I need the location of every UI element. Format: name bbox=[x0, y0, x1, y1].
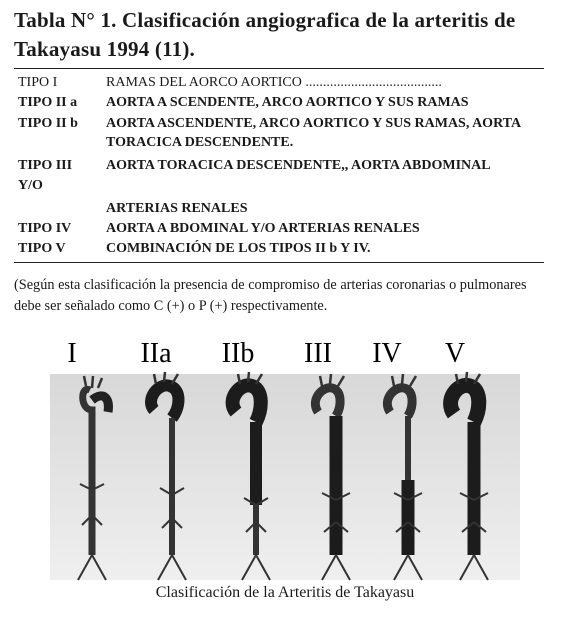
tipo-label: Y/O bbox=[18, 178, 43, 193]
tipo-description: RAMAS DEL AORCO AORTICO ....................................... bbox=[106, 75, 442, 90]
tipo-label: TIPO II b bbox=[18, 116, 78, 131]
tipo-label: TIPO IV bbox=[18, 221, 72, 236]
aorta-diagrams bbox=[50, 330, 520, 590]
table-top-rule bbox=[14, 68, 544, 69]
tipo-description: AORTA ASCENDENTE, ARCO AORTICO Y SUS RAMAS, AORTA TORACICA DESCENDENTE. bbox=[106, 116, 521, 150]
tipo-label: TIPO V bbox=[18, 241, 66, 256]
tipo-description: AORTA A BDOMINAL Y/O ARTERIAS RENALES bbox=[106, 221, 420, 236]
type-label-v: V bbox=[444, 338, 466, 369]
classification-note: (Según esta clasificación la presencia de compromiso de arterias coronarias o pulmonares debe ser señalado como C (+) o P (+) respectivamente. bbox=[14, 277, 527, 314]
table-title: Tabla N° 1. Clasificación angiografica de la arteritis de Takayasu 1994 (11). bbox=[14, 8, 516, 61]
type-label-iv: IV bbox=[372, 338, 402, 369]
tipo-label: TIPO I bbox=[18, 75, 58, 90]
type-label-iii: III bbox=[304, 338, 332, 369]
tipo-label: TIPO II a bbox=[18, 95, 78, 110]
tipo-label: TIPO III bbox=[18, 158, 73, 173]
tipo-description: ARTERIAS RENALES bbox=[106, 201, 248, 216]
type-label-iia: IIa bbox=[140, 338, 172, 369]
figure-caption: Clasificación de la Arteritis de Takayasu bbox=[155, 584, 415, 601]
tipo-description: AORTA TORACICA DESCENDENTE,, AORTA ABDOMINAL bbox=[106, 158, 491, 173]
tipo-description: AORTA A SCENDENTE, ARCO AORTICO Y SUS RAMAS bbox=[106, 95, 469, 110]
tipo-description: COMBINACIÓN DE LOS TIPOS II b Y IV. bbox=[106, 241, 371, 256]
type-label-iib: IIb bbox=[221, 338, 255, 369]
aorta-classification-figure bbox=[50, 330, 520, 590]
type-label-i: I bbox=[67, 338, 77, 369]
table-bottom-rule bbox=[14, 262, 544, 263]
